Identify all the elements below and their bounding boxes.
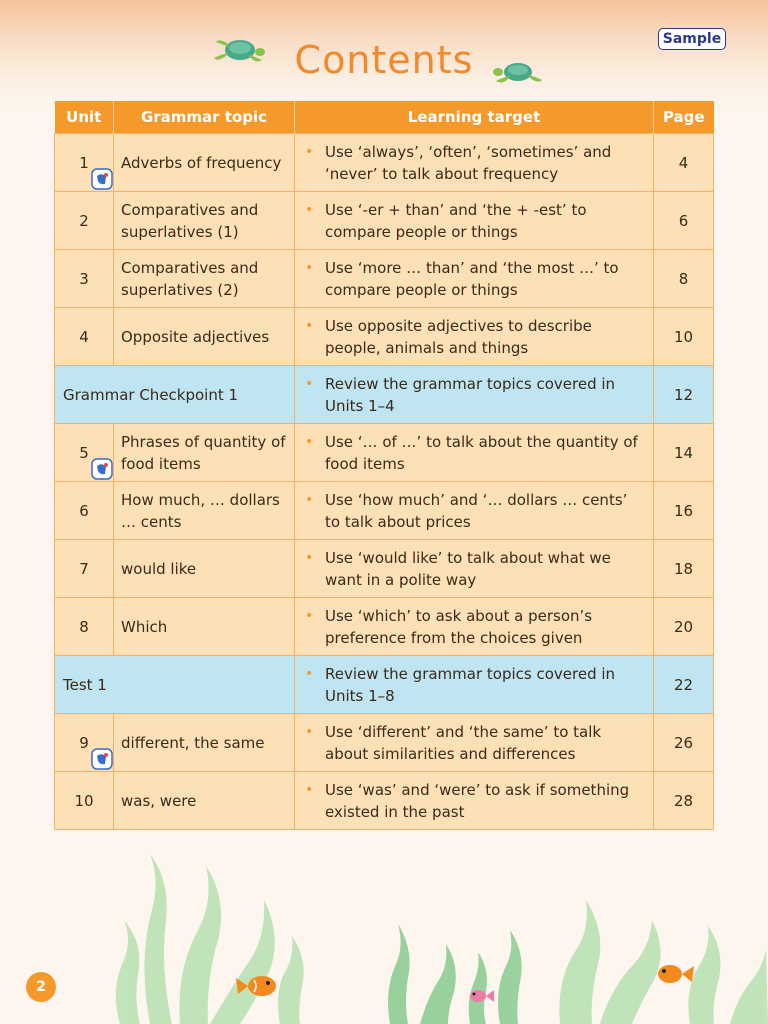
table-row [55, 598, 714, 656]
fish-icon [658, 965, 694, 983]
grammar-topic: Which [114, 598, 295, 656]
bullet-icon: • [305, 317, 314, 334]
grammar-topic: was, were [114, 772, 295, 830]
grammar-topic: Adverbs of frequency [114, 134, 295, 192]
learning-target: Use ‘would like’ to talk about what we want in a polite way [325, 548, 611, 589]
bullet-icon: • [305, 665, 314, 682]
page-ref: 20 [654, 598, 714, 656]
page-ref: 26 [654, 714, 714, 772]
bullet-icon: • [305, 723, 314, 740]
sample-badge: Sample [658, 28, 726, 50]
table-row [55, 540, 714, 598]
unit-number: 6 [55, 482, 114, 540]
header-unit: Unit [55, 101, 114, 134]
video-icon[interactable] [91, 748, 113, 770]
header-learning-target: Learning target [295, 101, 654, 134]
page-ref: 8 [654, 250, 714, 308]
table-row [55, 482, 714, 540]
grammar-topic: Phrases of quantity of food items [114, 424, 295, 482]
page-number: 2 [26, 972, 56, 1002]
page-ref: 22 [654, 656, 714, 714]
header-grammar-topic: Grammar topic [114, 101, 295, 134]
learning-target: Use opposite adjectives to describe people, animals and things [325, 316, 592, 357]
page-ref: 28 [654, 772, 714, 830]
bullet-icon: • [305, 433, 314, 450]
learning-target: Review the grammar topics covered in Units 1–8 [325, 664, 616, 705]
fish-icon [470, 990, 494, 1002]
unit-number: 5 [79, 443, 89, 462]
bullet-icon: • [305, 375, 314, 392]
bullet-icon: • [305, 201, 314, 218]
unit-number: 7 [55, 540, 114, 598]
bullet-icon: • [305, 607, 314, 624]
grammar-topic: Opposite adjectives [114, 308, 295, 366]
grammar-topic: Comparatives and superlatives (2) [114, 250, 295, 308]
unit-number: 2 [55, 192, 114, 250]
learning-target: Use ‘different’ and ‘the same’ to talk about similarities and differences [325, 722, 602, 763]
learning-target: Use ‘was’ and ‘were’ to ask if something existed in the past [325, 780, 630, 821]
unit-number: 10 [55, 772, 114, 830]
bullet-icon: • [305, 259, 314, 276]
seaweed-illustration [0, 840, 768, 1024]
table-row [55, 772, 714, 830]
checkpoint-label: Grammar Checkpoint 1 [55, 366, 295, 424]
unit-number: 3 [55, 250, 114, 308]
video-icon[interactable] [91, 458, 113, 480]
table-header-row [55, 101, 714, 134]
grammar-topic: would like [114, 540, 295, 598]
grammar-topic: different, the same [114, 714, 295, 772]
page-ref: 18 [654, 540, 714, 598]
contents-table [54, 101, 714, 830]
page-ref: 14 [654, 424, 714, 482]
learning-target: Use ‘… of …’ to talk about the quantity of food items [325, 432, 638, 473]
bullet-icon: • [305, 549, 314, 566]
page-ref: 16 [654, 482, 714, 540]
table-row [55, 192, 714, 250]
table-row [55, 250, 714, 308]
bullet-icon: • [305, 491, 314, 508]
table-row [55, 134, 714, 192]
bullet-icon: • [305, 781, 314, 798]
learning-target: Use ‘always’, ‘often’, ‘sometimes’ and ‘never’ to talk about frequency [325, 142, 612, 183]
learning-target: Use ‘which’ to ask about a person’s preference from the choices given [325, 606, 593, 647]
learning-target: Review the grammar topics covered in Units 1–4 [325, 374, 616, 415]
checkpoint-label: Test 1 [55, 656, 295, 714]
grammar-topic: Comparatives and superlatives (1) [114, 192, 295, 250]
page-ref: 6 [654, 192, 714, 250]
table-row-checkpoint [55, 366, 714, 424]
page-ref: 4 [654, 134, 714, 192]
table-row [55, 308, 714, 366]
table-row [55, 714, 714, 772]
learning-target: Use ‘-er + than’ and ‘the + -est’ to compare people or things [325, 200, 587, 241]
table-row [55, 424, 714, 482]
page-ref: 10 [654, 308, 714, 366]
grammar-topic: How much, … dollars … cents [114, 482, 295, 540]
header-page: Page [654, 101, 714, 134]
video-icon[interactable] [91, 168, 113, 190]
unit-number: 1 [79, 153, 89, 172]
table-row-checkpoint [55, 656, 714, 714]
page-title: Contents [294, 38, 474, 82]
learning-target: Use ‘how much’ and ‘… dollars … cents’ to talk about prices [325, 490, 628, 531]
unit-number: 9 [79, 733, 89, 752]
page-ref: 12 [654, 366, 714, 424]
unit-number: 8 [55, 598, 114, 656]
learning-target: Use ‘more … than’ and ‘the most …’ to compare people or things [325, 258, 619, 299]
bullet-icon: • [305, 143, 314, 160]
unit-number: 4 [55, 308, 114, 366]
